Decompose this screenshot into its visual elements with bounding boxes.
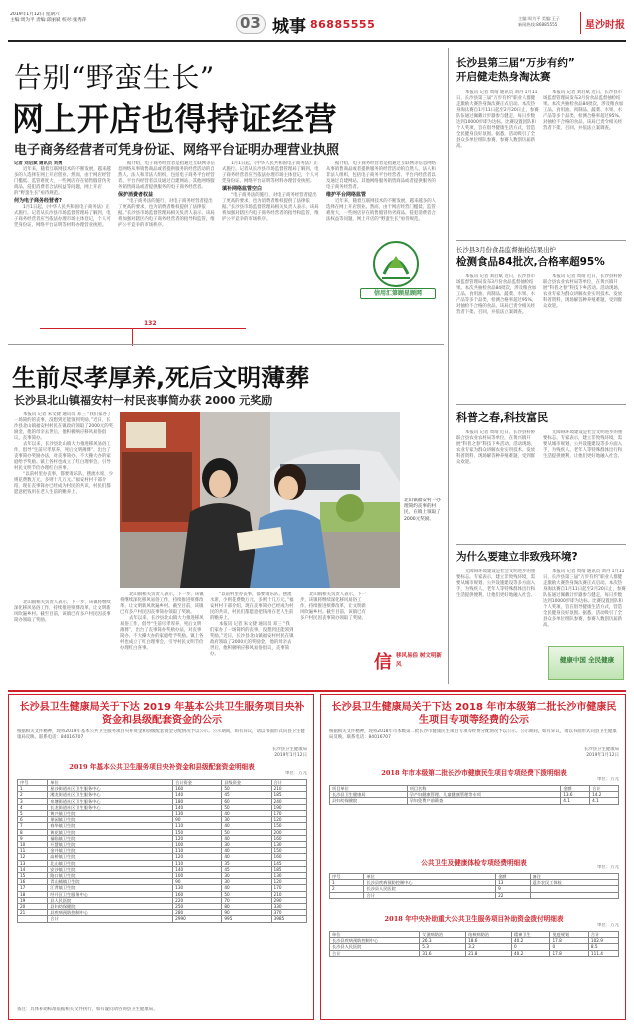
table-header-cell: 合计 [588, 932, 618, 938]
table-header-cell: 序号 [18, 780, 48, 786]
table-cell: 20 [18, 904, 48, 910]
table-cell: 金井镇卫生院 [48, 848, 173, 854]
table-cell: 返乡农民工体检 [530, 880, 618, 886]
table-cell: 福临镇卫生院 [48, 835, 173, 841]
table-cell: 合计 [364, 892, 496, 898]
lead-subheadline: 电子商务经营者可凭身份证、网络平台证明办理营业执照 [14, 143, 340, 158]
table-cell: 330 [271, 904, 306, 910]
table-cell: 45 [222, 866, 271, 872]
table-cell: 40 [222, 854, 271, 860]
table-header-cell: 精神卫生 [511, 932, 549, 938]
sidebar-story-3-body-b: 无障碍环境建设是社会文明进步的重要标志。专家表示，建立非致残环境，需要从城市规划、公共设施建设等多方面入手，为残疾人、老年人等特殊群体出行和生活提供便利，让他们更好地融入社会。 [543, 430, 623, 459]
table-cell: 0 [511, 944, 549, 950]
table-cell: 110 [173, 848, 222, 854]
sidebar-story-4-body: 无障碍环境建设是社会文明进步的重要标志。专家表示，建立非致残环境，需要从城市规划、公共设施建设等多方面入手，为残疾人、老年人等特殊群体出行和生活提供便利，让他们更好地融入社会。 [456, 569, 536, 598]
table-cell: 县妇幼保健院 [48, 904, 173, 910]
table-header-cell: 合计资金 [173, 780, 222, 786]
table-cell: 30 [222, 879, 271, 885]
column-logo-mark: 信 [374, 652, 392, 673]
table-cell: 黄花镇卫生院 [48, 829, 173, 835]
table-cell: 80 [222, 904, 271, 910]
hotline-number: 86885555 [310, 18, 376, 31]
lead-paragraph: “电子商务法的施行，对电子商务经营者提出了更高的要求，也为消费者维权提供了法律依据。”长沙县市场监督管理局相关负责人表示，该局将加强对辖区内电子商务经营者的指导和监管，维护公平竞争的市场秩序。 [118, 199, 215, 228]
notice-right-intro: 根据相关文件精神，现将2018年市本级第二批长沙市健康民生项目专项等经费分配情况予以公示。公示期间，如有异议，请以书面形式向县卫生健康局反映。联系电话：84016707 [329, 729, 617, 740]
table-cell: 40 [222, 823, 271, 829]
lead-subhead: 维护平台网络监管 [326, 192, 367, 198]
funeral-paragraph: “以前村里办丧事，都要请乐队、摆流水席，少则花费数万元，多则十几万元。”福安村村干部介绍，现在丧事简办已经成为村民的共识，村民们都愿意把钱用在老人生前的赡养上。 [14, 472, 114, 495]
table-cell: 孕妇免费产前筛查 [407, 798, 561, 804]
lead-article-col-2 [118, 161, 216, 336]
table-cell: 130 [271, 842, 306, 848]
table-cell [530, 892, 618, 898]
table-cell: 185 [271, 866, 306, 872]
table-header-cell: 单位 [330, 932, 420, 938]
table-cell: 40 [222, 848, 271, 854]
table-cell [18, 916, 48, 922]
table-cell: 2990 [173, 916, 222, 922]
table-cell: 北山镇卫生院 [48, 860, 173, 866]
table-cell: 35 [222, 860, 271, 866]
date-line: 2019年1月12日 星期六 主编:周为平 责编:邱丽斌 校对:张秀萍 [10, 12, 87, 23]
table-cell: 50 [222, 891, 271, 897]
header-rule [8, 40, 626, 42]
table-cell: 100 [173, 873, 222, 879]
column-separator [448, 48, 449, 684]
table-row [330, 798, 619, 804]
sidebar-story-2-kicker: 长沙县3月份食品监督抽检结果出炉 [456, 246, 556, 254]
table-cell: 7 [18, 823, 48, 829]
table-cell: 泉塘街道社区卫生服务中心 [48, 798, 173, 804]
lead-article-col-3 [222, 161, 320, 336]
table-cell: 210 [271, 786, 306, 792]
table-cell: 13 [496, 880, 530, 886]
table-header-cell: 序号 [330, 874, 364, 880]
table-cell: 13.6 [561, 792, 590, 798]
table-cell: 40 [222, 811, 271, 817]
header-contacts: 主编:周为平 美编:王子 新闻热线:86885555 [518, 16, 560, 27]
table-cell: 140 [173, 792, 222, 798]
table-cell: 995 [222, 916, 271, 922]
table-cell: 170 [271, 885, 306, 891]
table-cell: 18 [18, 891, 48, 897]
sidebar-story-1 [456, 56, 626, 232]
notice-right-table-3 [329, 931, 619, 957]
table-cell: 150 [271, 823, 306, 829]
table-cell: 1 [330, 880, 364, 886]
table-cell: 102.9 [588, 938, 618, 944]
table-cell: 8 [18, 829, 48, 835]
table-cell: 31.6 [420, 950, 466, 956]
table-cell: 150 [173, 829, 222, 835]
table-header-cell: 金额 [496, 874, 530, 880]
table-cell: 19 [18, 897, 48, 903]
table-cell: 高桥镇卫生院 [48, 854, 173, 860]
table-cell: 10 [18, 842, 48, 848]
table-cell: 孕产妇健康管理、儿童健康管理等专项 [407, 792, 561, 798]
table-cell: 果园镇卫生院 [48, 817, 173, 823]
table-cell: 200 [271, 829, 306, 835]
table-cell: 长沙县卫生健康局 [330, 792, 408, 798]
table-cell: 21.8 [466, 950, 512, 956]
table-cell: 长龙街道社区卫生服务中心 [48, 804, 173, 810]
table-header-cell: 艾滋病防治 [420, 932, 466, 938]
table-header-cell: 县级资金 [222, 780, 271, 786]
table-cell: 22 [496, 892, 530, 898]
table-cell: 90 [173, 879, 222, 885]
notice-right-table-2 [329, 873, 619, 899]
sidebar-story-2-body: 本报讯 记者 刘启斌 近日，长沙县市场监督管理局发布3月份食品监督抽检结果。本次共抽检食品84批次，涉及粮食加工品、食用油、肉制品、蔬菜、水果、水产品等多个品类，检测合格率超过95%。对抽检不合格的食品，该局已责令相关经营者下架、召回，并依法立案调查。 [456, 274, 537, 315]
lead-paragraph: 近年来，随着互联网技术的不断发展，越来越多的人选择在网上开店创业。然而，由于网店经营门槛低、监管难度大，一些网店存在销售假冒伪劣商品、侵犯消费者合法权益等问题，网上开店的“野蛮生长”亟待规范。 [326, 199, 436, 222]
brand-name: 星沙时报 [585, 20, 625, 31]
table-cell: 30 [222, 842, 271, 848]
sidebar-story-4-body-b: 本报讯 记者 周靖 通讯员 刘丹 1月11日，长沙县第三届“万步有约”职业人群健走激励大赛热身淘汰赛正式启动。本次热身淘汰赛自1月11日起至2月20日止，参赛队伍通过佩戴计步器参与健走，每日步数达到10000步即为达标。比赛设置团队和个人奖项，旨在倡导健康生活方式，营造全民健身良好氛围。据悉，活动吸引了全县众多单位组队参赛，参赛人数创历届新高。 [543, 569, 626, 628]
table-cell: 14 [18, 866, 48, 872]
funeral-paragraph: “以前村里办丧事，都要请乐队、摆流水席，少则花费数万元，多则十几万元。”福安村村干部介绍，现在丧事简办已经成为村民的共识，村民们都愿意把钱用在老人生前的赡养上。 [210, 592, 294, 621]
table-cell: 70 [222, 897, 271, 903]
page-header [8, 8, 626, 38]
table-header-cell: 结核病防治 [466, 932, 512, 938]
table-cell: 290 [271, 897, 306, 903]
lead-article-col-1 [14, 161, 112, 336]
table-cell: 45 [222, 792, 271, 798]
table-cell: 40.2 [511, 950, 549, 956]
credit-logo-caption: 信用汇第顾星顾网 [360, 288, 436, 299]
table-cell: 50 [222, 804, 271, 810]
funeral-article-col-2 [120, 592, 204, 680]
table-cell: 140 [173, 866, 222, 872]
table-cell: 17.8 [550, 938, 588, 944]
table-cell: 2 [18, 792, 48, 798]
table-cell: 江背镇卫生院 [48, 885, 173, 891]
table-cell: 4 [18, 804, 48, 810]
notice-right-table-1 [329, 785, 619, 805]
funeral-article-col-1 [14, 412, 114, 594]
lead-kicker: 告别“野蛮生长” [14, 61, 215, 94]
table-cell: 180 [173, 798, 222, 804]
table-cell: 40 [222, 835, 271, 841]
notice-right-unit-1: 单位：万元 [597, 777, 619, 782]
lead-paragraph: 1月1日起，《中华人民共和国电子商务法》正式施行。记者从长沙县市场监督管理局了解到，电子商务经营者应当依法办理市场主体登记，个人可凭身份证、网络平台证明等材料办理营业执照。 [222, 161, 319, 184]
table-cell: 2 [330, 886, 364, 892]
table-cell: 185 [271, 792, 306, 798]
notice-right [320, 694, 626, 1020]
funeral-article-col-5 [14, 600, 114, 680]
table-cell [330, 892, 364, 898]
table-cell: 长沙县人民医院 [330, 944, 420, 950]
lead-paragraph: 据介绍，电子商务经营者是指通过互联网等信息网络从事销售商品或者提供服务的经营活动的自然人、法人和非法人组织，包括电子商务平台经营者、平台内经营者以及通过自建网站、其他网络服务销售商品或者提供服务的电子商务经营者。 [118, 161, 215, 190]
table-cell: 17.8 [550, 950, 588, 956]
brand-logo [580, 12, 630, 34]
funeral-photo-caption: 北山镇福安村一办理简约丧事的村民，在镇上领取了2000元奖励。 [404, 498, 441, 522]
credit-logo [356, 238, 438, 304]
funeral-paragraph: 去年以来，长沙县北山镇大力推进移风易俗工作，倡导“生前尽孝厚养，死后文明薄葬”，出台了丧事简办奖励办法，对丧事简办、不大操大办的家庭给予奖励。镇上各村也成立了红白理事会，引导村民文明节俭办理红白喜事。 [120, 616, 204, 651]
table-cell: 9 [18, 835, 48, 841]
table-row [330, 892, 619, 898]
table-cell: 170 [271, 811, 306, 817]
sidebar-story-2-title: 检测食品84批次,合格率超95% [456, 256, 605, 268]
lead-paragraph: 据介绍，电子商务经营者是指通过互联网等信息网络从事销售商品或者提供服务的经营活动的自然人、法人和非法人组织，包括电子商务平台经营者、平台内经营者以及通过自建网站、其他网络服务销售商品或者提供服务的电子商务经营者。 [326, 161, 436, 190]
column-logo-text: 移风易俗 树文明新风 [396, 653, 442, 668]
table-cell: 黄兴镇卫生院 [48, 811, 173, 817]
table-cell: 3985 [271, 916, 306, 922]
table-cell: 90 [222, 910, 271, 916]
table-cell: 140 [173, 804, 222, 810]
table-header-cell: 项目名称 [407, 786, 561, 792]
sidebar-divider [456, 544, 626, 545]
table-header-cell: 免疫规划 [550, 932, 588, 938]
section-name: 城事 [272, 17, 306, 37]
table-cell: 50 [222, 829, 271, 835]
table-cell: 县疾病预防控制中心 [48, 910, 173, 916]
table-header-cell: 备注 [530, 874, 618, 880]
table-cell: 30 [222, 873, 271, 879]
health-ad [548, 646, 624, 680]
table-cell: 145 [271, 860, 306, 866]
table-cell: 3.2 [466, 944, 512, 950]
sidebar-divider [456, 240, 626, 241]
funeral-paragraph: 北山镇相关负责人表示，下一步，该镇将继续深化移风易俗工作，持续推进殡葬改革，让文明新风吹遍乡村。截至目前，该镇已有多户村民因丧事简办领取了奖励。 [120, 592, 204, 615]
table-cell: 220 [173, 897, 222, 903]
table-cell: 160 [173, 891, 222, 897]
notice-left-footnote: 备注：具体补助标准依据相关文件执行，如有疑问请咨询县卫生健康局。 [17, 1007, 158, 1012]
funeral-paragraph: 去年以来，长沙县北山镇大力推进移风易俗工作，倡导“生前尽孝厚养，死后文明薄葬”，出台了丧事简办奖励办法，对丧事简办、不大操大办的家庭给予奖励。镇上各村也成立了红白理事会，引导村民文明节俭办理红白喜事。 [14, 442, 111, 471]
table-cell: 111.4 [588, 950, 618, 956]
table-cell: 安沙镇卫生院 [48, 866, 173, 872]
notice-right-table-3-title: 2018 年中央补助重大公共卫生服务项目补助资金拨付明细表 [384, 915, 564, 923]
table-cell: 县人民医院 [48, 897, 173, 903]
lead-byline: 记者 刘启斌 通讯员 刘勇 [14, 161, 63, 166]
table-cell: 120 [173, 854, 222, 860]
table-cell: 开慧镇卫生院 [48, 842, 173, 848]
table-cell: 160 [271, 835, 306, 841]
table-cell: 青山铺镇卫生院 [48, 879, 173, 885]
sidebar-story-2-body-b: 本报讯 记者 周靖 近日，长沙县科协联合县农业农村局等单位，在黄兴镇开展“科普之春”科技下乡活动。活动现场，农业专家为群众讲解农业实用技术、发放科普资料，现场解答种养殖难题，受到群众欢迎。 [543, 274, 623, 309]
column-logo [374, 648, 442, 678]
table-cell: 250 [173, 904, 222, 910]
table-cell: 60 [222, 798, 271, 804]
page-number: 03 [240, 14, 261, 32]
funeral-subheadline: 长沙县北山镇福安村一村民丧事简办获 2000 元奖励 [14, 394, 273, 407]
table-cell: 40 [222, 885, 271, 891]
table-cell: 1 [18, 786, 48, 792]
notice-left-unit: 单位：万元 [285, 771, 307, 776]
table-cell: 110 [173, 823, 222, 829]
lead-subhead: 何为电子商务经营者? [14, 198, 62, 204]
table-row [18, 916, 307, 922]
table-cell: 长沙县人民医院 [364, 886, 496, 892]
lead-note-number: 132 [144, 320, 157, 327]
table-cell: 8.5 [588, 944, 618, 950]
sidebar-story-3-title: 科普之春,科技富民 [456, 411, 549, 424]
table-cell: 50 [222, 786, 271, 792]
lead-paragraph: 1月1日起，《中华人民共和国电子商务法》正式施行。记者从长沙县市场监督管理局了解到，电子商务经营者应当依法办理市场主体登记，个人可凭身份证、网络平台证明等材料办理营业执照。 [14, 205, 111, 228]
table-cell: 6 [18, 817, 48, 823]
notice-left-intro: 根据相关文件精神，现将2019年基本公共卫生服务项目央补资金和县级配套资金分配情况予以公示。公示期间，如有异议，请以书面形式向县卫生健康局反映。联系电话：84016707 [17, 729, 305, 740]
notice-right-unit-2: 单位：万元 [597, 865, 619, 870]
funeral-headline: 生前尽孝厚养,死后文明薄葬 [12, 364, 310, 392]
table-cell: 3 [18, 798, 48, 804]
table-cell: 120 [271, 817, 306, 823]
table-cell: 0 [550, 944, 588, 950]
funeral-photo [120, 412, 400, 588]
notices-top-rule [8, 690, 626, 692]
health-ad-caption: 健康中国 全民健康 [559, 656, 615, 664]
lead-headline: 网上开店也得持证经营 [12, 100, 338, 138]
table-cell: 路口镇卫生院 [48, 873, 173, 879]
sidebar-story-1-title: 长沙县第三届“万步有约” [456, 57, 575, 69]
table-header-cell: 合计 [590, 786, 619, 792]
table-cell: 13 [18, 860, 48, 866]
table-cell: 17 [18, 885, 48, 891]
notice-right-table-2-title: 公共卫生及健康体检专项经费明细表 [421, 859, 527, 867]
table-cell: 21 [18, 910, 48, 916]
table-cell: 280 [173, 910, 222, 916]
table-cell: 9 [496, 886, 530, 892]
lead-article-col-4 [326, 161, 436, 231]
notice-right-table-1-title: 2018 年市本级第二批长沙市健康民生项目专项经费下拨明细表 [381, 769, 567, 777]
table-cell: 120 [271, 879, 306, 885]
funeral-paragraph: 本报讯 记者 朱文捷 通讯员 邓三 “我们家办了一场简约的丧事，没想到还能领到奖励。”近日，长沙县北山镇福安村村民在镇政府领取了2000元的奖励金，他的母亲去世后，他积极响应移风易俗倡议，丧事简办。 [14, 412, 113, 441]
sidebar-story-4 [456, 550, 626, 680]
table-cell: 210 [271, 891, 306, 897]
table-cell: 4.1 [561, 798, 590, 804]
funeral-article-col-3 [210, 592, 294, 680]
table-cell: 18.6 [466, 938, 512, 944]
table-header-cell: 合计 [271, 780, 306, 786]
table-cell: 县妇幼保健院 [330, 798, 408, 804]
sidebar-divider [456, 404, 626, 405]
table-cell: 110 [173, 860, 222, 866]
table-cell: 15 [18, 873, 48, 879]
table-cell: 5 [18, 811, 48, 817]
table-cell: 130 [271, 873, 306, 879]
lead-subhead: 填补网络监管空白 [222, 186, 263, 192]
table-cell: 26.3 [420, 938, 466, 944]
table-cell: 370 [271, 910, 306, 916]
table-cell: 长沙县疾病预防控制中心 [364, 880, 496, 886]
table-cell: 14.2 [590, 792, 619, 798]
table-cell: 240 [271, 798, 306, 804]
table-header-cell: 金额 [561, 786, 590, 792]
table-cell: 130 [173, 811, 222, 817]
sidebar-story-1-body-b: 本报讯 记者 刘启斌 近日，长沙县市场监督管理局发布3月份食品监督抽检结果。本次共抽检食品84批次，涉及粮食加工品、食用油、肉制品、蔬菜、水果、水产品等多个品类，检测合格率超过95%。对抽检不合格的食品，该局已责令相关经营者下架、召回，并依法立案调查。 [543, 90, 624, 131]
funeral-paragraph: 本报讯 记者 朱文捷 通讯员 邓三 “我们家办了一场简约的丧事，没想到还能领到奖励。”近日，长沙县北山镇福安村村民在镇政府领取了2000元的奖励金，他的母亲去世后，他积极响应移风易俗倡议，丧事简办。 [210, 622, 294, 657]
funeral-article-col-4 [300, 592, 370, 680]
lead-paragraph: “电子商务法的施行，对电子商务经营者提出了更高的要求，也为消费者维权提供了法律依据。”长沙县市场监督管理局相关负责人表示，该局将加强对辖区内电子商务经营者的指导和监管，维护公平竞争的市场秩序。 [222, 193, 319, 222]
table-cell: 湘龙街道社区卫生服务中心 [48, 792, 173, 798]
notice-left-table [17, 779, 307, 923]
sidebar-story-1-body: 本报讯 记者 周靖 通讯员 刘丹 1月11日，长沙县第三届“万步有约”职业人群健走激励大赛热身淘汰赛正式启动。本次热身淘汰赛自1月11日起至2月20日止，参赛队伍通过佩戴计步器参与健走，每日步数达到10000步即为达标。比赛设置团队和个人奖项，旨在倡导健康生活方式，营造全民健身良好氛围。据悉，活动吸引了全县众多单位组队参赛，参赛人数创历届新高。 [456, 90, 539, 149]
table-cell: 11 [18, 848, 48, 854]
table-row [330, 950, 619, 956]
table-cell: 150 [271, 848, 306, 854]
sidebar-story-4-title: 为什么要建立非致残环境? [456, 551, 578, 563]
table-cell: 春华镇卫生院 [48, 823, 173, 829]
table-cell: 30 [222, 817, 271, 823]
table-header-cell: 单位 [48, 780, 173, 786]
funeral-paragraph: 北山镇相关负责人表示，下一步，该镇将继续深化移风易俗工作，持续推进殡葬改革，让文明新风吹遍乡村。截至目前，该镇已有多户村民因丧事简办领取了奖励。 [300, 592, 367, 621]
table-cell: 40.2 [511, 938, 549, 944]
table-cell: 长沙县疾病预防控制中心 [330, 938, 420, 944]
notice-left [8, 694, 314, 1020]
table-cell: 160 [271, 854, 306, 860]
table-cell: 12 [18, 854, 48, 860]
table-cell: 合计 [330, 950, 420, 956]
table-cell: 5.3 [420, 944, 466, 950]
sidebar-story-1-title-2: 开启健走热身淘汰赛 [456, 71, 551, 83]
table-cell: 160 [173, 786, 222, 792]
sidebar-story-3 [456, 410, 626, 540]
funeral-paragraph: 北山镇相关负责人表示，下一步，该镇将继续深化移风易俗工作，持续推进殡葬改革，让文明新风吹遍乡村。截至目前，该镇已有多户村民因丧事简办领取了奖励。 [14, 600, 111, 623]
note-rule [40, 328, 246, 329]
lead-subhead: 保护消费者权益 [118, 192, 154, 198]
table-cell: 120 [173, 835, 222, 841]
notice-right-sign: 长沙县卫生健康局 2019年1月12日 [583, 747, 619, 758]
notice-left-table-title: 2019 年基本公共卫生服务项目央补资金和县级配套资金明细表 [69, 763, 255, 771]
table-header-cell: 单位 [364, 874, 496, 880]
table-cell: 90 [173, 817, 222, 823]
table-cell: 星沙街道社区卫生服务中心 [48, 786, 173, 792]
notice-right-unit-3: 单位：万元 [597, 923, 619, 928]
notice-right-title: 长沙县卫生健康局关于下达 2018 年市本级第二批长沙市健康民生项目专项等经费的公示 [331, 702, 617, 726]
sidebar-story-3-body: 本报讯 记者 周靖 近日，长沙县科协联合县农业农村局等单位，在黄兴镇开展“科普之春”科技下乡活动。活动现场，农业专家为群众讲解农业实用技术、发放科普资料，现场解答种养殖难题，受到群众欢迎。 [456, 430, 536, 465]
table-cell: 4.1 [590, 798, 619, 804]
table-cell: 190 [271, 804, 306, 810]
table-cell: 100 [173, 842, 222, 848]
table-cell: 130 [173, 885, 222, 891]
lead-divider [8, 344, 444, 345]
notice-left-title: 长沙县卫生健康局关于下达 2019 年基本公共卫生服务项目央补资金和县级配套资金的公示 [19, 702, 305, 726]
sidebar-story-2 [456, 246, 626, 396]
table-cell: 16 [18, 879, 48, 885]
table-cell: 合计 [48, 916, 173, 922]
notice-left-sign: 长沙县卫生健康局 2019年1月12日 [271, 747, 307, 758]
table-header-cell: 项目单位 [330, 786, 408, 792]
lead-paragraph: 近年来，随着互联网技术的不断发展，越来越多的人选择在网上开店创业。然而，由于网店经营门槛低、监管难度大，一些网店存在销售假冒伪劣商品、侵犯消费者合法权益等问题，网上开店的“野蛮生长”亟待规范。 [14, 167, 111, 196]
table-cell: 经开区卫生服务中心 [48, 891, 173, 897]
